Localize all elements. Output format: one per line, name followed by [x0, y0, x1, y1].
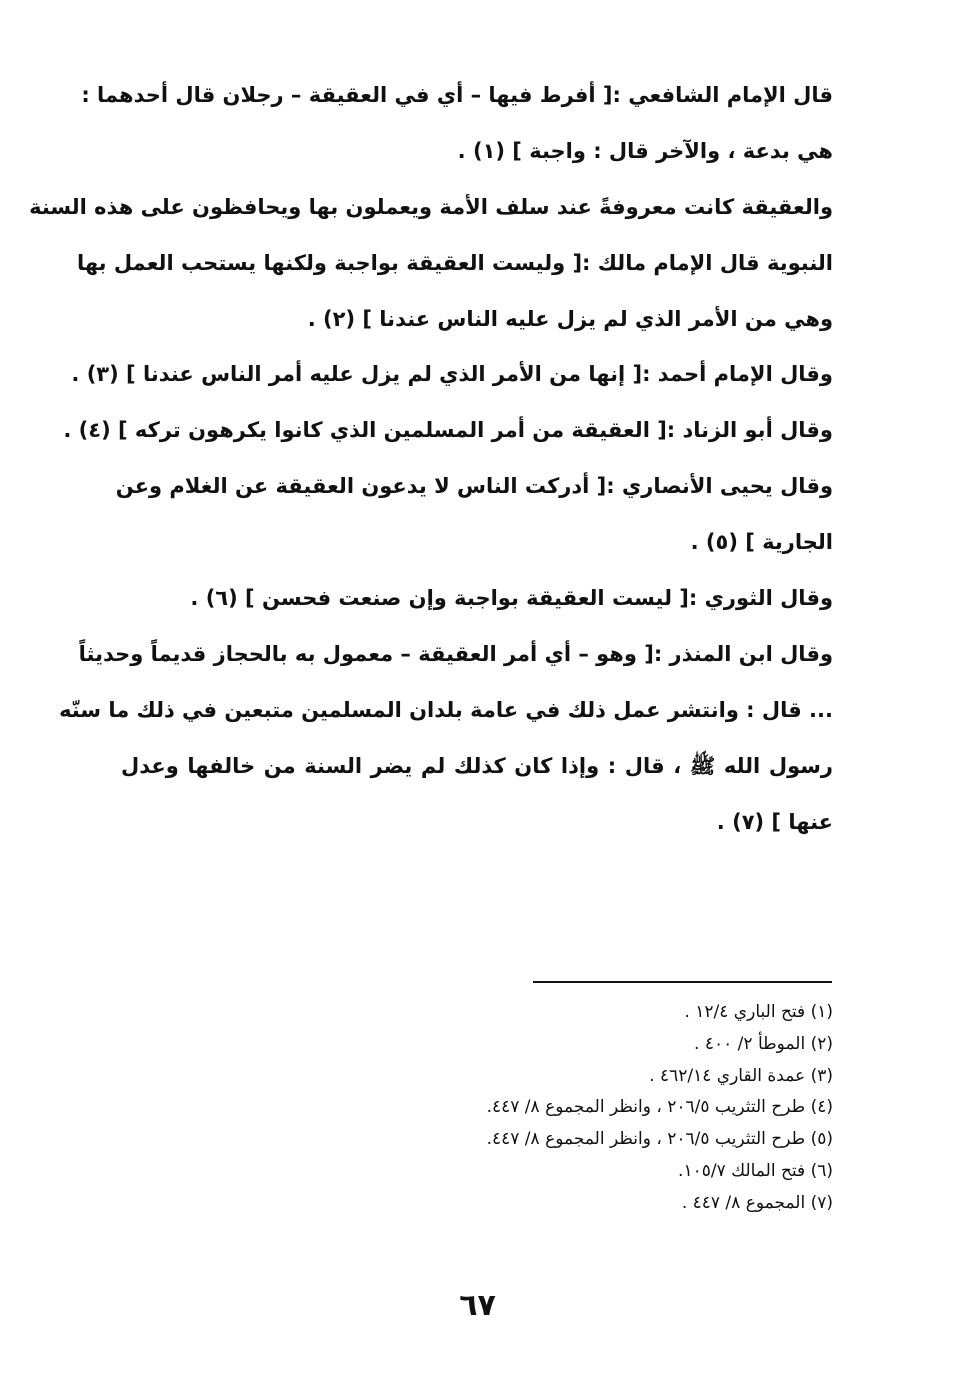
text-line-11: وقال ابن المنذر :[ وهو – أي أمر العقيقة – معمول به بالحجاز قديماً وحديثاً: [78, 641, 833, 666]
text-line-14: عنها ] (٧) .: [716, 809, 833, 834]
footnote-2: (٢) الموطأ ٢/ ٤٠٠ .: [694, 1033, 833, 1054]
text-line-3: والعقيقة كانت معروفةً عند سلف الأمة ويعملون بها ويحافظون على هذه السنة: [29, 194, 833, 219]
footnote-3: (٣) عمدة القاري ٤٦٢/١٤ .: [649, 1065, 833, 1086]
text-line-1: قال الإمام الشافعي :[ أفرط فيها – أي في العقيقة – رجلان قال أحدهما :: [81, 83, 833, 107]
text-line-7: وقال أبو الزناد :[ العقيقة من أمر المسلمين الذي كانوا يكرهون تركه ] (٤) .: [63, 418, 833, 443]
text-line-6: وقال الإمام أحمد :[ إنها من الأمر الذي لم يزل عليه أمر الناس عندنا ] (٣) .: [71, 362, 833, 387]
text-line-9: الجارية ] (٥) .: [690, 530, 833, 555]
text-line-10: وقال الثوري :[ ليست العقيقة بواجبة وإن صنعت فحسن ] (٦) .: [190, 586, 833, 611]
footnote-7: (٧) المجموع ٨/ ٤٤٧ .: [681, 1192, 833, 1213]
text-line-12: ... قال : وانتشر عمل ذلك في عامة بلدان المسلمين متبعين في ذلك ما سنّه: [59, 697, 833, 722]
text-line-13: رسول الله ﷺ ، قال : وإذا كان كذلك لم يضر السنة من خالفها وعدل: [121, 753, 833, 778]
main-text: [29, 68, 833, 850]
footnotes-list: [233, 997, 833, 1220]
footnote-5: (٥) طرح التثريب ٢٠٦/٥ ، وانظر المجموع ٨/ ٤٤٧.: [486, 1129, 833, 1150]
text-line-5: وهي من الأمر الذي لم يزل عليه الناس عندنا ] (٢) .: [307, 306, 833, 331]
footnote-6: (٦) فتح المالك ١٠٥/٧.: [678, 1160, 833, 1181]
text-line-8: وقال يحيى الأنصاري :[ أدركت الناس لا يدعون العقيقة عن الغلام وعن: [115, 474, 833, 499]
page-number: ٦٧: [459, 1288, 496, 1323]
footnote-1: (١) فتح الباري ١٢/٤ .: [684, 1002, 833, 1022]
text-line-2: هي بدعة ، والآخر قال : واجبة ] (١) .: [457, 138, 833, 163]
footnote-divider: [533, 981, 832, 983]
footnote-4: (٤) طرح التثريب ٢٠٦/٥ ، وانظر المجموع ٨/ ٤٤٧.: [486, 1097, 833, 1118]
text-line-4: النبوية قال الإمام مالك :[ وليست العقيقة بواجبة ولكنها يستحب العمل بها: [76, 250, 833, 275]
